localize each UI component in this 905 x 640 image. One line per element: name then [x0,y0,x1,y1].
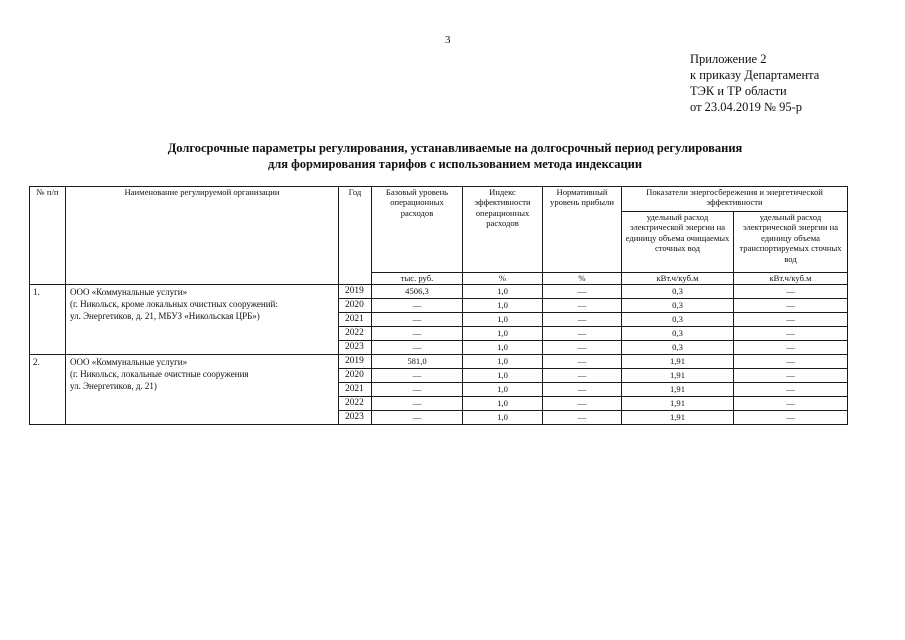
energy-clean-cell: 1,91 [622,355,734,369]
title-line: для формирования тарифов с использованием метода индексации [267,157,643,171]
index-cell: 1,0 [463,397,543,411]
appendix-line: к приказу Департамента [690,68,820,82]
group-number: 1. [30,285,66,355]
org-line: ООО «Коммунальные услуги» [70,287,188,297]
appendix-line: ТЭК и ТР области [690,84,787,98]
header-efficiency-index: Индекс эффективности операционных расходов [463,187,543,273]
index-cell: 1,0 [463,341,543,355]
energy-transport-cell: — [734,397,848,411]
units-blank [339,273,372,285]
index-cell: 1,0 [463,411,543,425]
org-line: ул. Энергетиков, д. 21) [70,381,157,391]
energy-transport-cell: — [734,313,848,327]
header-profit-level: Нормативный уровень прибыли [543,187,622,273]
unit-energy-transport: кВт.ч/куб.м [734,273,848,285]
energy-transport-cell: — [734,299,848,313]
profit-cell: — [543,383,622,397]
header-energy-transport: удельный расход электрической энергии на единицу объема транспортируемых сточных вод [734,212,848,273]
appendix-line: Приложение 2 [690,52,767,66]
energy-transport-cell: — [734,285,848,299]
header-year: Год [339,187,372,273]
org-line: (г. Никольск, локальные очистные сооружения [70,369,249,379]
index-cell: 1,0 [463,327,543,341]
org-line: ул. Энергетиков, д. 21, МБУЗ «Никольская ЦРБ») [70,311,260,321]
year-cell: 2022 [339,397,372,411]
profit-cell: — [543,341,622,355]
profit-cell: — [543,355,622,369]
base-cell: 4506,3 [372,285,463,299]
base-cell: — [372,369,463,383]
energy-transport-cell: — [734,327,848,341]
energy-clean-cell: 1,91 [622,369,734,383]
profit-cell: — [543,299,622,313]
profit-cell: — [543,285,622,299]
document-title [60,140,850,172]
profit-cell: — [543,397,622,411]
index-cell: 1,0 [463,355,543,369]
units-blank [30,273,66,285]
energy-clean-cell: 0,3 [622,327,734,341]
index-cell: 1,0 [463,285,543,299]
appendix-note [690,51,819,115]
base-cell: — [372,299,463,313]
base-cell: — [372,313,463,327]
base-cell: — [372,383,463,397]
header-org: Наименование регулируемой организации [66,187,339,273]
profit-cell: — [543,369,622,383]
unit-base: тыс. руб. [372,273,463,285]
profit-cell: — [543,411,622,425]
index-cell: 1,0 [463,369,543,383]
base-cell: 581,0 [372,355,463,369]
header-num: № п/п [30,187,66,273]
unit-index: % [463,273,543,285]
unit-profit: % [543,273,622,285]
header-energy-group: Показатели энергосбережения и энергетической эффективности [622,187,848,212]
index-cell: 1,0 [463,313,543,327]
base-cell: — [372,341,463,355]
base-cell: — [372,327,463,341]
title-line: Долгосрочные параметры регулирования, устанавливаемые на долгосрочный период регулирования [167,141,743,155]
energy-clean-cell: 1,91 [622,383,734,397]
header-base-costs: Базовый уровень операционных расходов [372,187,463,273]
year-cell: 2022 [339,327,372,341]
year-cell: 2019 [339,285,372,299]
index-cell: 1,0 [463,383,543,397]
energy-transport-cell: — [734,411,848,425]
energy-clean-cell: 0,3 [622,341,734,355]
energy-clean-cell: 0,3 [622,299,734,313]
energy-transport-cell: — [734,383,848,397]
parameters-table [29,186,848,425]
year-cell: 2019 [339,355,372,369]
header-energy-clean: удельный расход электрической энергии на единицу объема очищаемых сточных вод [622,212,734,273]
unit-energy-clean: кВт.ч/куб.м [622,273,734,285]
organization-name [66,285,339,355]
page-number: 3 [445,34,451,46]
energy-clean-cell: 1,91 [622,411,734,425]
appendix-line: от 23.04.2019 № 95-р [690,100,803,114]
energy-clean-cell: 1,91 [622,397,734,411]
units-blank [66,273,339,285]
profit-cell: — [543,313,622,327]
base-cell: — [372,397,463,411]
energy-clean-cell: 0,3 [622,285,734,299]
index-cell: 1,0 [463,299,543,313]
energy-transport-cell: — [734,355,848,369]
base-cell: — [372,411,463,425]
energy-transport-cell: — [734,369,848,383]
year-cell: 2020 [339,369,372,383]
org-line: (г. Никольск, кроме локальных очистных сооружений: [70,299,278,309]
group-number: 2. [30,355,66,425]
year-cell: 2023 [339,341,372,355]
year-cell: 2021 [339,313,372,327]
energy-clean-cell: 0,3 [622,313,734,327]
profit-cell: — [543,327,622,341]
org-line: ООО «Коммунальные услуги» [70,357,188,367]
year-cell: 2020 [339,299,372,313]
organization-name [66,355,339,425]
year-cell: 2021 [339,383,372,397]
year-cell: 2023 [339,411,372,425]
energy-transport-cell: — [734,341,848,355]
